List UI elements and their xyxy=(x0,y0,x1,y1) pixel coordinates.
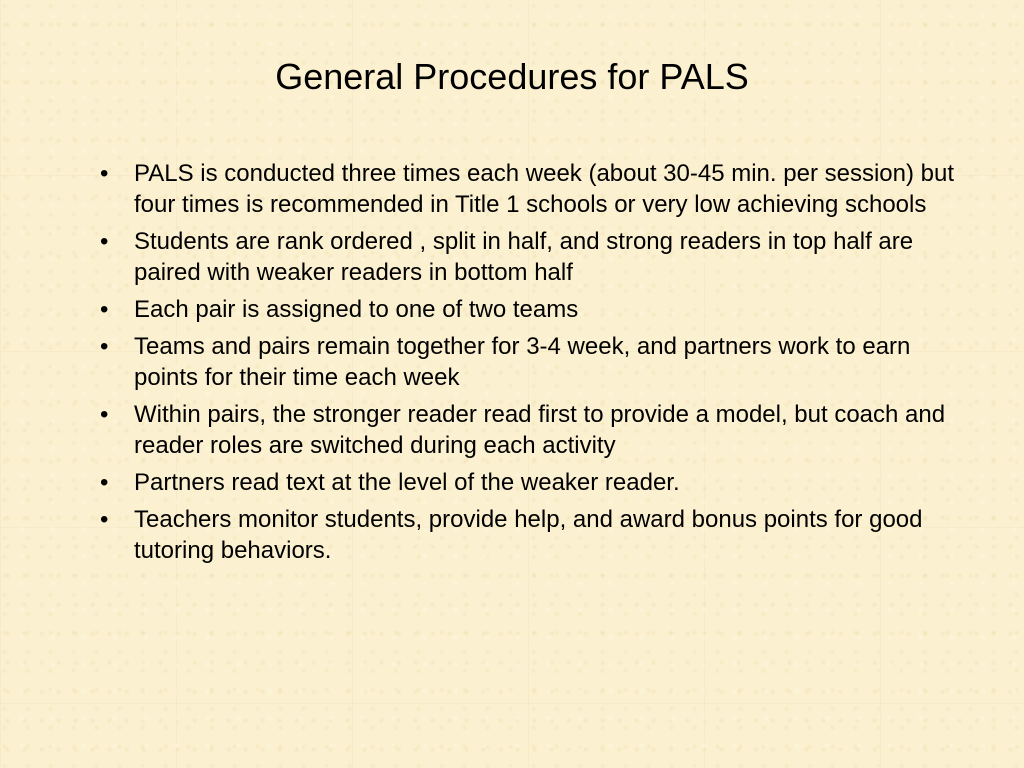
bullet-item xyxy=(94,331,954,393)
bullet-item xyxy=(94,294,954,325)
bullet-text: Students are rank ordered , split in half, and strong readers in top half are paired with weaker readers in bottom half xyxy=(134,228,914,286)
bullet-item xyxy=(94,504,954,566)
bullet-marker: • xyxy=(100,401,109,428)
bullet-item xyxy=(94,226,954,288)
bullet-text: Partners read text at the level of the weaker reader. xyxy=(134,469,680,496)
bullet-text: Teams and pairs remain together for 3-4 week, and partners work to earn points for their time each week xyxy=(134,333,911,391)
bullet-marker: • xyxy=(100,333,109,360)
bullet-marker: • xyxy=(100,469,109,496)
bullet-marker: • xyxy=(100,228,109,255)
bullet-item xyxy=(94,467,954,498)
bullet-text: Within pairs, the stronger reader read first to provide a model, but coach and reader roles are switched during each activity xyxy=(134,401,946,459)
bullet-marker: • xyxy=(100,160,109,187)
bullet-marker: • xyxy=(100,296,109,323)
bullet-text: Teachers monitor students, provide help, and award bonus points for good tutoring behaviors. xyxy=(134,506,923,564)
bullet-list xyxy=(94,158,954,572)
bullet-text: PALS is conducted three times each week (about 30-45 min. per session) but four times is recommended in Title 1 schools or very low achieving schools xyxy=(134,160,954,218)
bullet-item xyxy=(94,399,954,461)
slide-title: General Procedures for PALS xyxy=(275,56,749,97)
bullet-item xyxy=(94,158,954,220)
bullet-text: Each pair is assigned to one of two teams xyxy=(134,296,579,323)
bullet-marker: • xyxy=(100,506,109,533)
